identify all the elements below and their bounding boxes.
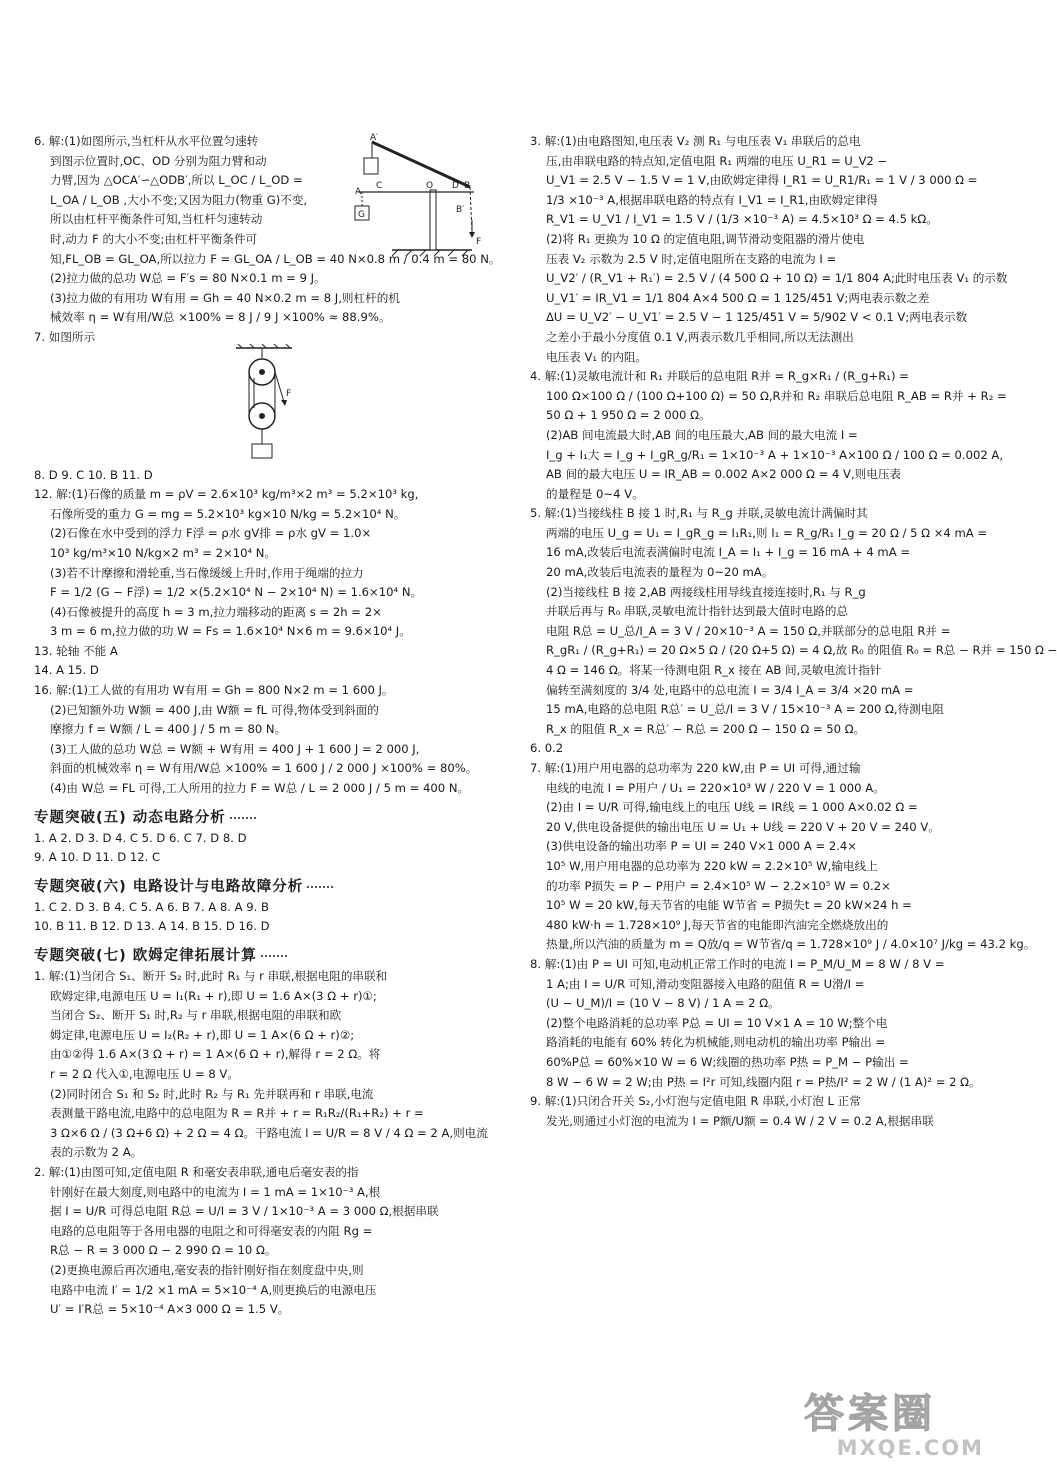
- text-line: 力臂,因为 △OCA′∽△ODB′,所以 L_OC / L_OD =: [50, 173, 303, 188]
- text-line: 热量,所以汽油的质量为 m = Q放/q = W节省/q = 1.728×10⁹ J / 4.0×10⁷ J/kg = 43.2 kg。: [546, 937, 1036, 952]
- text-line: 由①②得 1.6 A×(3 Ω + r) = 1 A×(6 Ω + r),解得 r = 2 Ω。将: [50, 1047, 381, 1062]
- text-line: 480 kW·h = 1.728×10⁹ J,每天节省的电能即汽油完全燃烧放出的: [546, 917, 889, 932]
- text-line: 知,FL_OB = GL_OA,所以拉力 F = GL_OA / L_OB = 40 N×0.8 m / 0.4 m = 80 N。: [50, 251, 501, 266]
- text-line: 发光,则通过小灯泡的电流为 I = P额/U额 = 0.4 W / 2 V = 0.2 A,根据串联: [546, 1113, 934, 1128]
- figure-label: B: [464, 180, 471, 191]
- text-line: L_OA / L_OB ,大小不变;又因为阻力(物重 G)不变,: [50, 192, 308, 207]
- text-line: 3. 解:(1)由电路图知,电压表 V₂ 测 R₁ 与电压表 V₁ 串联后的总电: [530, 134, 861, 148]
- text-line: 5. 解:(1)当接线柱 B 接 1 时,R₁ 与 R_g 并联,灵敏电流计满偏时其: [530, 506, 868, 521]
- answer-6: [34, 132, 501, 466]
- text-line: U_V1 = 2.5 V − 1.5 V = 1 V,由欧姆定律得 I_R1 = U_R1/R₁ = 1 V / 3 000 Ω =: [546, 173, 978, 188]
- text-line: (3)工人做的总功 W总 = W额 + W有用 = 400 J + 1 600 J = 2 000 J,: [50, 741, 420, 756]
- text-line: 斜面的机械效率 η = W有用/W总 ×100% = 1 600 J / 2 000 J ×100% = 80%。: [50, 761, 478, 776]
- text-line: 所以由杠杆平衡条件可知,当杠杆匀速转动: [50, 212, 263, 227]
- text-line: 100 Ω×100 Ω / (100 Ω+100 Ω) = 50 Ω,R并和 R₂ 串联后总电阻 R_AB = R并 + R₂ =: [546, 388, 1007, 403]
- section-title: 专题突破(六) 电路设计与电路故障分析: [34, 878, 304, 895]
- text-line: 2. 解:(1)由图可知,定值电阻 R 和毫安表串联,通电后毫安表的指: [34, 1164, 359, 1179]
- text-line: 姆定律,电源电压 U = I₂(R₂ + r),即 U = 1 A×(6 Ω + r)②;: [50, 1027, 355, 1042]
- text-line: (3)拉力做的有用功 W有用 = Gh = 40 N×0.2 m = 8 J,则杠杆的机: [50, 290, 400, 305]
- left-column: [34, 132, 501, 1320]
- text-line: 16 mA,改装后电流表满偏时电流 I_A = I₁ + I_g = 16 mA + 4 mA =: [546, 545, 911, 560]
- text-line: (U − U_M)/I = (10 V − 8 V) / 1 A = 2 Ω。: [546, 996, 780, 1011]
- watermark-logo: 答案圈: [804, 1390, 936, 1437]
- text-line: 3 Ω×6 Ω / (3 Ω+6 Ω) + 2 Ω = 4 Ω。干路电流 I = U/R = 8 V / 4 Ω = 2 A,则电流: [50, 1125, 488, 1140]
- text-line: 60%P总 = 60%×10 W = 6 W;线圈的热功率 P热 = P_M − P输出 =: [546, 1054, 909, 1069]
- text-line: 10⁵ W = 20 kW,每天节省的电能 W节省 = P损失t = 20 kW×24 h =: [546, 898, 912, 913]
- figure-label: O: [426, 180, 434, 191]
- text-line: 13. 轮轴 不能 A: [34, 643, 118, 658]
- text-line: 7. 如图所示: [34, 329, 96, 344]
- text-line: 50 Ω + 1 950 Ω = 2 000 Ω。: [546, 408, 711, 423]
- figure-label: D: [452, 180, 459, 191]
- text-line: 9. A 10. D 11. D 12. C: [34, 850, 161, 865]
- heading-rule: [230, 817, 256, 819]
- text-line: 8 W − 6 W = 2 W;由 P热 = I²r 可知,线圈内阻 r = P热/I² = 2 W / (1 A)² = 2 Ω。: [546, 1074, 981, 1089]
- text-line: 1/3 ×10⁻³ A,根据串联电路的特点有 I_V1 = I_R1,由欧姆定律得: [546, 192, 879, 207]
- text-line: 3 m = 6 m,拉力做的功 W = Fs = 1.6×10⁴ N×6 m = 9.6×10⁴ J。: [50, 624, 411, 639]
- text-line: 偏转至满刻度的 3/4 处,电路中的总电流 I = 3/4 I_A = 3/4 ×20 mA =: [546, 682, 914, 697]
- text-line: F = 1/2 (G − F浮) = 1/2 ×(5.2×10⁴ N − 2×10⁴ N) = 1.6×10⁴ N。: [50, 585, 423, 600]
- text-line: (2)同时闭合 S₁ 和 S₂ 时,此时 R₂ 与 R₁ 先并联再和 r 串联,电流: [50, 1086, 374, 1101]
- pulley-diagram-icon: [234, 344, 294, 466]
- text-line: (2)石像在水中受到的浮力 F浮 = ρ水 gV排 = ρ水 gV = 1.0×: [50, 526, 372, 541]
- text-line: ΔU = U_V2′ − U_V1′ = 2.5 V − 1 125/451 V = 5/902 V < 0.1 V;两电表示数: [546, 310, 968, 325]
- text-line: 7. 解:(1)用户用电器的总功率为 220 kW,由 P = UI 可得,通过输: [530, 761, 861, 775]
- text-line: 表的示数为 2 A。: [50, 1145, 143, 1160]
- section-heading: [34, 945, 489, 967]
- text-line: 针刚好在最大刻度,则电路中的电流为 I = 1 mA = 1×10⁻³ A,根: [50, 1184, 381, 1199]
- heading-rule: [261, 955, 287, 957]
- figure-label: A′: [370, 132, 379, 143]
- text-line: 压,由串联电路的特点知,定值电阻 R₁ 两端的电压 U_R1 = U_V2 −: [546, 153, 888, 168]
- text-line: 欧姆定律,电源电压 U = I₁(R₁ + r),即 U = 1.6 A×(3 Ω + r)①;: [50, 988, 377, 1003]
- text-line: 12. 解:(1)石像的质量 m = ρV = 2.6×10³ kg/m³×2 m³ = 5.2×10³ kg,: [34, 487, 419, 502]
- text-line: 8. 解:(1)由 P = UI 可知,电动机正常工作时的电流 I = P_M/U_M = 8 W / 8 V =: [530, 956, 945, 971]
- text-line: U_V2′ / (R_V1 + R₁′) = 2.5 V / (4 500 Ω + 10 Ω) = 1/1 804 A;此时电压表 V₁ 的示数: [546, 271, 1008, 286]
- text-line: 电路的总电阻等于各用电器的电阻之和可得毫安表的内阻 Rg =: [50, 1223, 373, 1238]
- pulley-figure: [34, 348, 489, 466]
- text-line: 的量程是 0~4 V。: [546, 486, 644, 501]
- text-line: 的功率 P损失 = P − P用户 = 2.4×10⁵ W − 2.2×10⁵ W = 0.2×: [546, 878, 891, 893]
- text-line: 10⁵ W,用户用电器的总功率为 220 kW = 2.2×10⁵ W,输电线上: [546, 858, 878, 873]
- text-line: 械效率 η = W有用/W总 ×100% = 8 J / 9 J ×100% ≈ 88.9%。: [50, 310, 391, 325]
- text-line: 之差小于最小分度值 0.1 V,两表示数几乎相同,所以无法测出: [546, 329, 854, 344]
- text-line: (2)将 R₁ 更换为 10 Ω 的定值电阻,调节滑动变阻器的滑片使电: [546, 231, 865, 246]
- text-line: 16. 解:(1)工人做的有用功 W有用 = Gh = 800 N×2 m = 1 600 J。: [34, 683, 394, 698]
- text-line: 20 V,供电设备提供的输出电压 U = U₁ + U线 = 220 V + 20 V = 240 V。: [546, 819, 940, 834]
- text-line: (2)已知额外功 W额 = 400 J,由 W额 = fL 可得,物体受到斜面的: [50, 702, 379, 717]
- text-line: 到图示位置时,OC、OD 分别为阻力臂和动: [50, 153, 267, 168]
- text-line: 1 A;由 I = U/R 可知,滑动变阻器接入电路的阻值 R = U滑/I =: [546, 976, 865, 991]
- figure-label: F: [286, 388, 292, 399]
- text-line: 压表 V₂ 示数为 2.5 V 时,定值电阻所在支路的电流为 I =: [546, 251, 837, 266]
- heading-rule: [307, 886, 333, 888]
- text-line: R_V1 = U_V1 / I_V1 = 1.5 V / (1/3 ×10⁻³ A) = 4.5×10³ Ω = 4.5 kΩ。: [546, 212, 938, 227]
- text-line: 时,动力 F 的大小不变;由杠杆平衡条件可: [50, 231, 258, 246]
- text-line: 1. C 2. D 3. B 4. C 5. A 6. B 7. A 8. A 9. B: [34, 899, 269, 914]
- text-line: 电线的电流 I = P用户 / U₁ = 220×10³ W / 220 V = 1 000 A。: [546, 780, 885, 795]
- text-line: (2)拉力做的总功 W总 = F′s = 80 N×0.1 m = 9 J。: [50, 271, 326, 286]
- section-heading: [34, 807, 489, 829]
- figure-label: G: [358, 209, 365, 220]
- text-line: 电压表 V₁ 的内阻。: [546, 349, 648, 364]
- text-line: 电阻 R总 = U_总/I_A = 3 V / 20×10⁻³ A = 150 Ω,并联部分的总电阻 R并 =: [546, 623, 951, 638]
- text-line: 1. A 2. D 3. D 4. C 5. D 6. C 7. D 8. D: [34, 830, 247, 845]
- text-line: (3)若不计摩擦和滑轮重,当石像缓缓上升时,作用于绳端的拉力: [50, 565, 364, 580]
- text-line: 6. 解:(1)如图所示,当杠杆从水平位置匀速转: [34, 134, 259, 148]
- figure-label: C: [376, 180, 383, 191]
- text-line: R总 − R = 3 000 Ω − 2 990 Ω = 10 Ω。: [50, 1243, 277, 1258]
- text-line: (2)整个电路消耗的总功率 P总 = UI = 10 V×1 A = 10 W;整个电: [546, 1015, 888, 1030]
- text-line: 电路中电流 I′ = 1/2 ×1 mA = 5×10⁻⁴ A,则更换后的电源电压: [50, 1282, 377, 1297]
- text-line: (2)由 I = U/R 可得,输电线上的电压 U线 = IR线 = 1 000 A×0.02 Ω =: [546, 800, 918, 815]
- text-line: (3)供电设备的输出功率 P = UI = 240 V×1 000 A = 2.4×: [546, 839, 858, 854]
- text-line: I_g + I₁大 = I_g + I_gR_g/R₁ = 1×10⁻³ A + 1×10⁻³ A×100 Ω / 100 Ω = 0.002 A,: [546, 447, 1004, 462]
- text-line: R_x 的阻值 R_x = R总′ − R总 = 200 Ω − 150 Ω = 50 Ω。: [546, 721, 866, 736]
- figure-label: A: [355, 186, 362, 197]
- text-line: 路消耗的电能有 60% 转化为机械能,则电动机的输出功率 P输出 =: [546, 1035, 886, 1050]
- text-line: (4)由 W总 = FL 可得,工人所用的拉力 F = W总 / L = 2 000 J / 5 m = 400 N。: [50, 781, 470, 796]
- text-line: (4)石像被提升的高度 h = 3 m,拉力端移动的距离 s = 2h = 2×: [50, 604, 382, 619]
- lever-diagram-icon: [352, 132, 480, 252]
- text-line: 15 mA,电路的总电阻 R总′ = U_总/I = 3 V / 15×10⁻³ A = 200 Ω,待测电阻: [546, 702, 944, 717]
- text-line: 6. 0.2: [530, 741, 564, 756]
- watermark: [804, 1392, 994, 1468]
- right-column: [530, 132, 1057, 1131]
- text-line: 据 I = U/R 可得总电阻 R总 = U/I = 3 V / 1×10⁻³ A = 3 000 Ω,根据串联: [50, 1204, 439, 1219]
- text-line: r = 2 Ω 代入①,电源电压 U = 8 V。: [50, 1066, 239, 1081]
- section-title: 专题突破(七) 欧姆定律拓展计算: [34, 948, 257, 964]
- text-line: 石像所受的重力 G = mg = 5.2×10³ kg×10 N/kg = 5.2×10⁴ N。: [50, 506, 406, 521]
- text-line: 8. D 9. C 10. B 11. D: [34, 467, 153, 482]
- text-line: AB 间的最大电压 U = IR_AB = 0.002 A×2 000 Ω = 4 V,则电压表: [546, 467, 902, 482]
- text-line: 并联后再与 R₀ 串联,灵敏电流计指针达到最大值时电路的总: [546, 604, 849, 619]
- text-line: (2)当接线柱 B 接 2,AB 两接线柱用导线直接连接时,R₁ 与 R_g: [546, 584, 866, 599]
- text-line: 20 mA,改装后电流表的量程为 0~20 mA。: [546, 565, 774, 580]
- text-line: U_V1′ = IR_V1 = 1/1 804 A×4 500 Ω = 1 125/451 V;两电表示数之差: [546, 290, 930, 305]
- text-line: 1. 解:(1)当闭合 S₁、断开 S₂ 时,此时 R₁ 与 r 串联,根据电阻的串联和: [34, 969, 388, 983]
- text-line: (2)更换电源后再次通电,毫安表的指针刚好指在刻度盘中央,则: [50, 1262, 364, 1277]
- text-line: 两端的电压 U_g = U₁ = I_gR_g = I₁R₁,则 I₁ = R_g/R₁ I_g = 20 Ω / 5 Ω ×4 mA =: [546, 525, 988, 540]
- answers-8-16: [34, 466, 489, 799]
- section-heading: [34, 876, 489, 898]
- text-line: 4. 解:(1)灵敏电流计和 R₁ 并联后的总电阻 R并 = R_g×R₁ / (R_g+R₁) =: [530, 369, 909, 384]
- text-line: 10³ kg/m³×10 N/kg×2 m³ = 2×10⁴ N。: [50, 545, 277, 560]
- watermark-url: MXQE.COM: [836, 1436, 984, 1460]
- text-line: U′ = I′R总 = 5×10⁻⁴ A×3 000 Ω = 1.5 V。: [50, 1302, 290, 1317]
- text-line: 14. A 15. D: [34, 663, 99, 678]
- text-line: 10. B 11. B 12. D 13. A 14. B 15. D 16. D: [34, 919, 270, 934]
- figure-label: F: [476, 236, 482, 247]
- text-line: 9. 解:(1)只闭合开关 S₂,小灯泡与定值电阻 R 串联,小灯泡 L 正常: [530, 1094, 861, 1109]
- text-line: (2)AB 间电流最大时,AB 间的电压最大,AB 间的最大电流 I =: [546, 427, 858, 442]
- text-line: 当闭合 S₂、断开 S₁ 时,R₂ 与 r 串联,根据电阻的串联和欧: [50, 1008, 342, 1023]
- section-title: 专题突破(五) 动态电路分析: [34, 809, 226, 826]
- text-line: 4 Ω = 146 Ω。将某一待测电阻 R_x 接在 AB 间,灵敏电流计指针: [546, 663, 882, 678]
- figure-label: B′: [456, 204, 465, 215]
- text-line: 表测量干路电流,电路中的总电阻为 R = R并 + r = R₁R₂/(R₁+R₂) + r =: [50, 1106, 424, 1121]
- text-line: 摩擦力 f = W额 / L = 400 J / 5 m = 80 N。: [50, 722, 287, 737]
- text-line: R_gR₁ / (R_g+R₁) = 20 Ω×5 Ω / (20 Ω+5 Ω) = 4 Ω,故 R₀ 的阻值 R₀ = R总 − R并 = 150 Ω −: [546, 643, 1057, 658]
